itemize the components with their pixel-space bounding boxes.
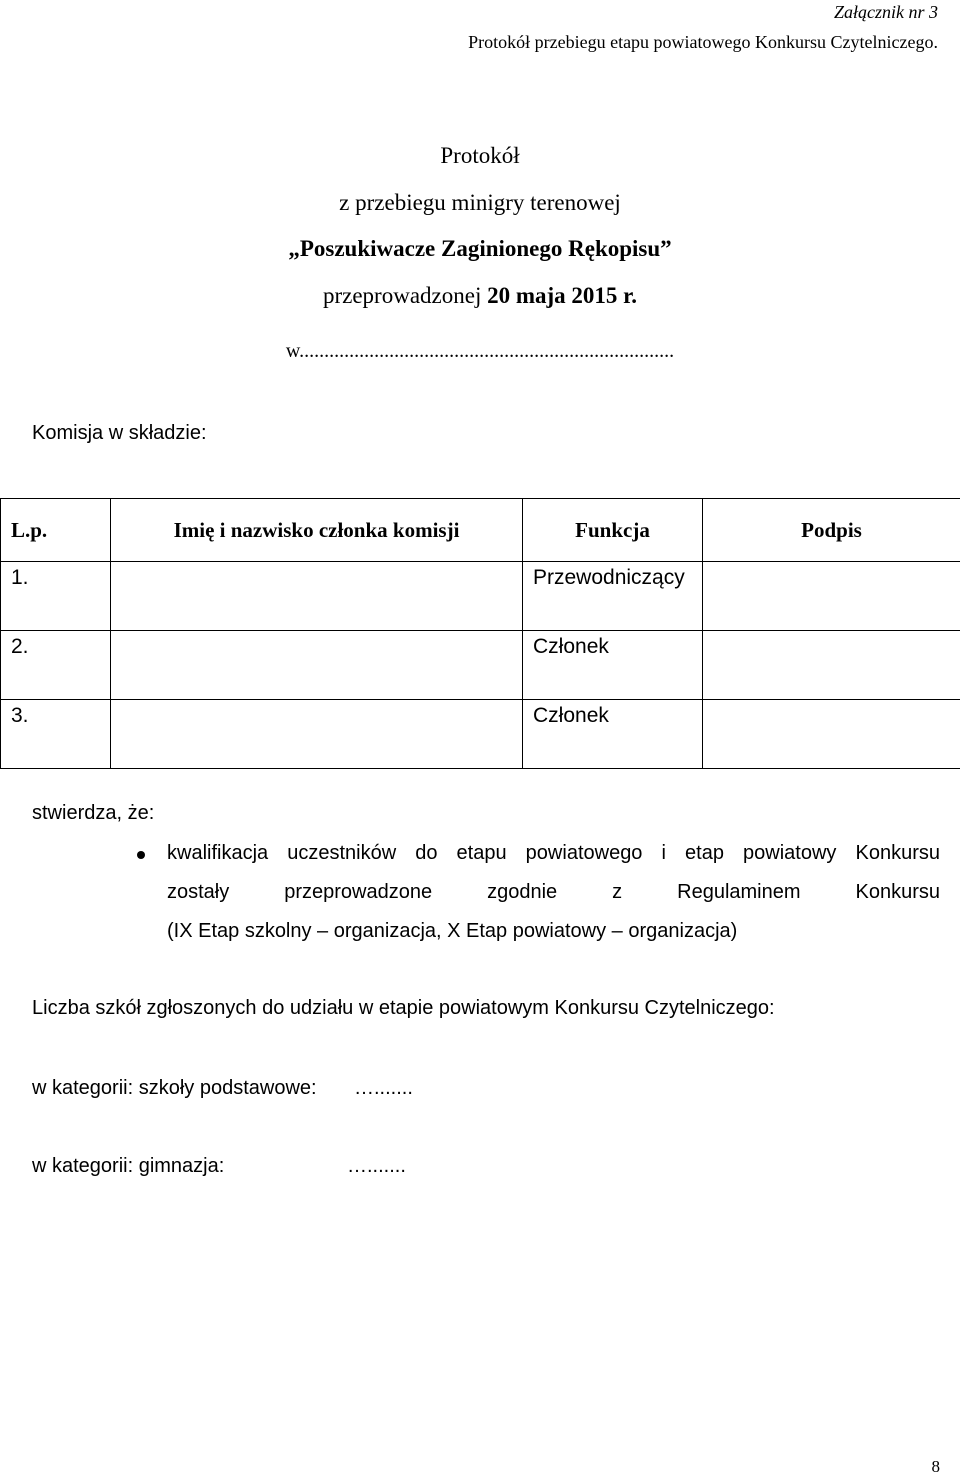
bullet-line-2: zostały przeprowadzone zgodnie z Regulaminem Konkursu (167, 881, 940, 903)
conducted-prefix: przeprowadzonej (322, 283, 488, 308)
category-gymnasium-field[interactable]: …....... (347, 1155, 406, 1177)
row-name-field[interactable] (111, 631, 523, 700)
game-name: „Poszukiwacze Zaginionego Rękopisu” (288, 236, 672, 261)
row-lp: 2. (1, 631, 111, 700)
table-header-row (1, 499, 960, 562)
row-function: Członek (523, 631, 703, 700)
row-function: Członek (523, 700, 703, 769)
bullet-icon (137, 851, 145, 859)
header-function: Funkcja (523, 499, 703, 562)
protocol-subject: z przebiegu minigry terenowej (339, 190, 621, 215)
row-lp: 1. (1, 562, 111, 631)
attachment-label: Załącznik nr 3 (833, 2, 938, 22)
table-row (1, 700, 960, 769)
category-primary-label: w kategorii: szkoły podstawowe: (32, 1077, 317, 1099)
row-lp: 3. (1, 700, 111, 769)
bullet-line-3: (IX Etap szkolny – organizacja, X Etap powiatowy – organizacja) (167, 920, 738, 942)
table-row (1, 631, 960, 700)
row-signature-field[interactable] (703, 700, 960, 769)
commission-table (0, 498, 960, 769)
header-lp: L.p. (1, 499, 111, 562)
row-name-field[interactable] (111, 700, 523, 769)
conducted-date-line (0, 283, 960, 309)
bullet-line-1: kwalifikacja uczestników do etapu powiatowego i etap powiatowy Konkursu (167, 842, 940, 864)
header-name: Imię i nazwisko członka komisji (111, 499, 523, 562)
row-function: Przewodniczący (523, 562, 703, 631)
category-primary-field[interactable]: …....... (354, 1077, 413, 1099)
row-name-field[interactable] (111, 562, 523, 631)
schools-count-label: Liczba szkół zgłoszonych do udziału w etapie powiatowym Konkursu Czytelniczego: (32, 997, 775, 1019)
place-field: w........................................................................... (285, 340, 675, 362)
category-gymnasium-label: w kategorii: gimnazja: (32, 1155, 225, 1177)
page-number: 8 (931, 1457, 940, 1476)
conducted-date: 20 maja 2015 r. (487, 283, 638, 308)
commission-label: Komisja w składzie: (32, 422, 207, 444)
document-subtitle: Protokół przebiegu etapu powiatowego Konkursu Czytelniczego. (468, 32, 938, 52)
protocol-title: Protokół (440, 143, 520, 168)
header-signature: Podpis (703, 499, 960, 562)
row-signature-field[interactable] (703, 562, 960, 631)
states-label: stwierdza, że: (32, 802, 155, 824)
table-row (1, 562, 960, 631)
row-signature-field[interactable] (703, 631, 960, 700)
